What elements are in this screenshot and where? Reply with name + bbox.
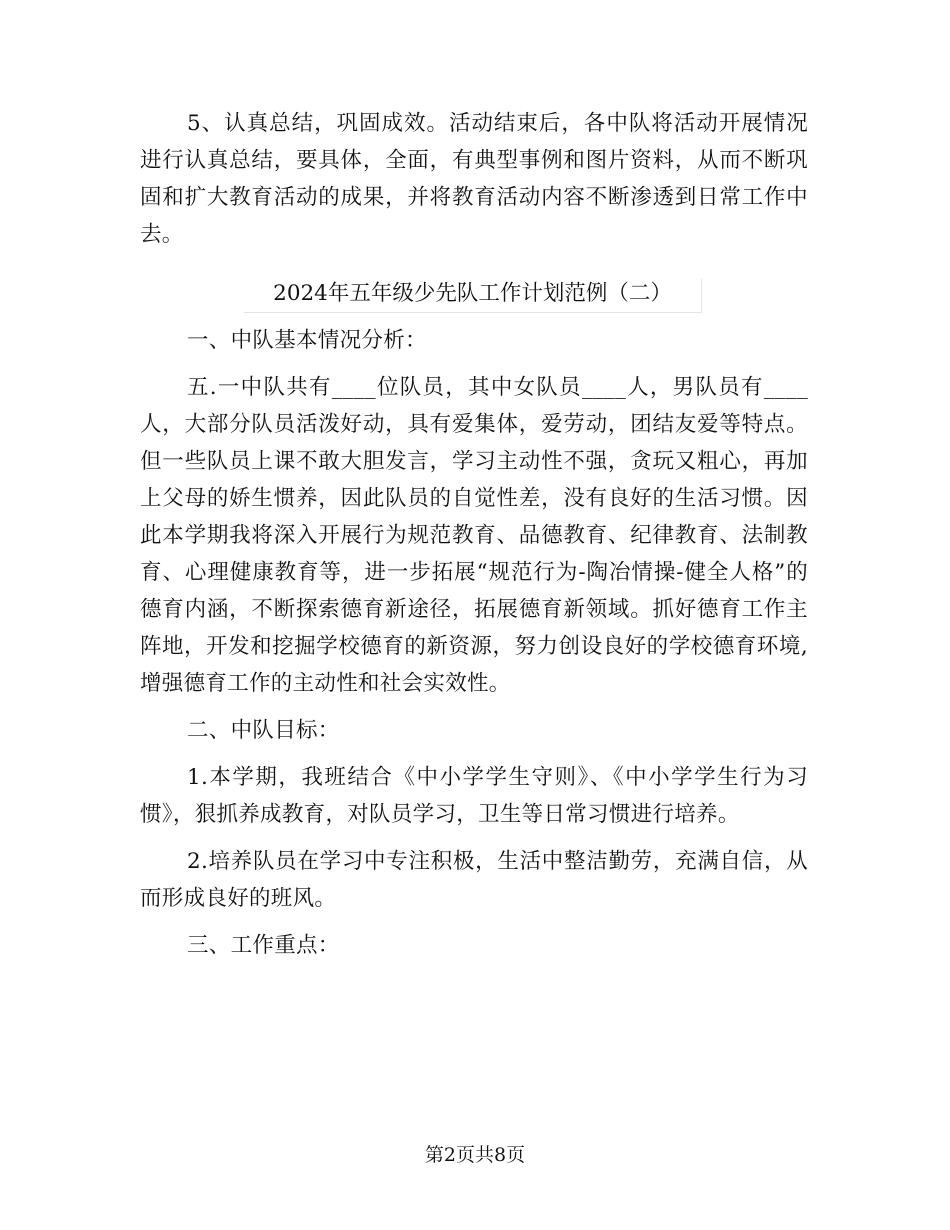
goal-item-1: 1.本学期，我班结合《中小学学生守则》、《中小学学生行为习惯》，狠抓养成教育，对队员学习，卫生等日常习惯进行培养。 [140, 765, 808, 827]
page-indicator: 第2页共8页 [424, 1144, 526, 1166]
heading-squad-goals: 二、中队目标： [187, 718, 340, 743]
heading-work-focus: 三、工作重点： [187, 933, 340, 958]
section-title: 2024年五年级少先队工作计划范例（二） [244, 279, 702, 313]
body-section [140, 322, 808, 964]
intro-section [140, 105, 808, 253]
intro-paragraph: 5、认真总结，巩固成效。活动结束后，各中队将活动开展情况进行认真总结，要具体，全面，有典型事例和图片资料，从而不断巩固和扩大教育活动的成果，并将教育活动内容不断渗透到日常工作中去。 [140, 111, 808, 247]
analysis-paragraph: 五.一中队共有____位队员，其中女队员____人，男队员有____人，大部分队员活泼好动，具有爱集体，爱劳动，团结友爱等特点。但一些队员上课不敢大胆发言，学习主动性不强，贪玩又粗心，再加上父母的娇生惯养，因此队员的自觉性差，没有良好的生活习惯。因此本学期我将深入开展行为规范教育、品德教育、纪律教育、法制教育、心理健康教育等，进一步拓展“规范行为-陶冶情操-健全人格”的德育内涵，不断探索德育新途径，拓展德育新领域。抓好德育工作主阵地，开发和挖掘学校德育的新资源，努力创设良好的学校德育环境,增强德育工作的主动性和社会实效性。 [140, 375, 808, 696]
goal-item-2: 2.培养队员在学习中专注积极，生活中整洁勤劳，充满自信，从而形成良好的班风。 [140, 849, 808, 911]
heading-basic-analysis: 一、中队基本情况分析： [187, 328, 427, 353]
